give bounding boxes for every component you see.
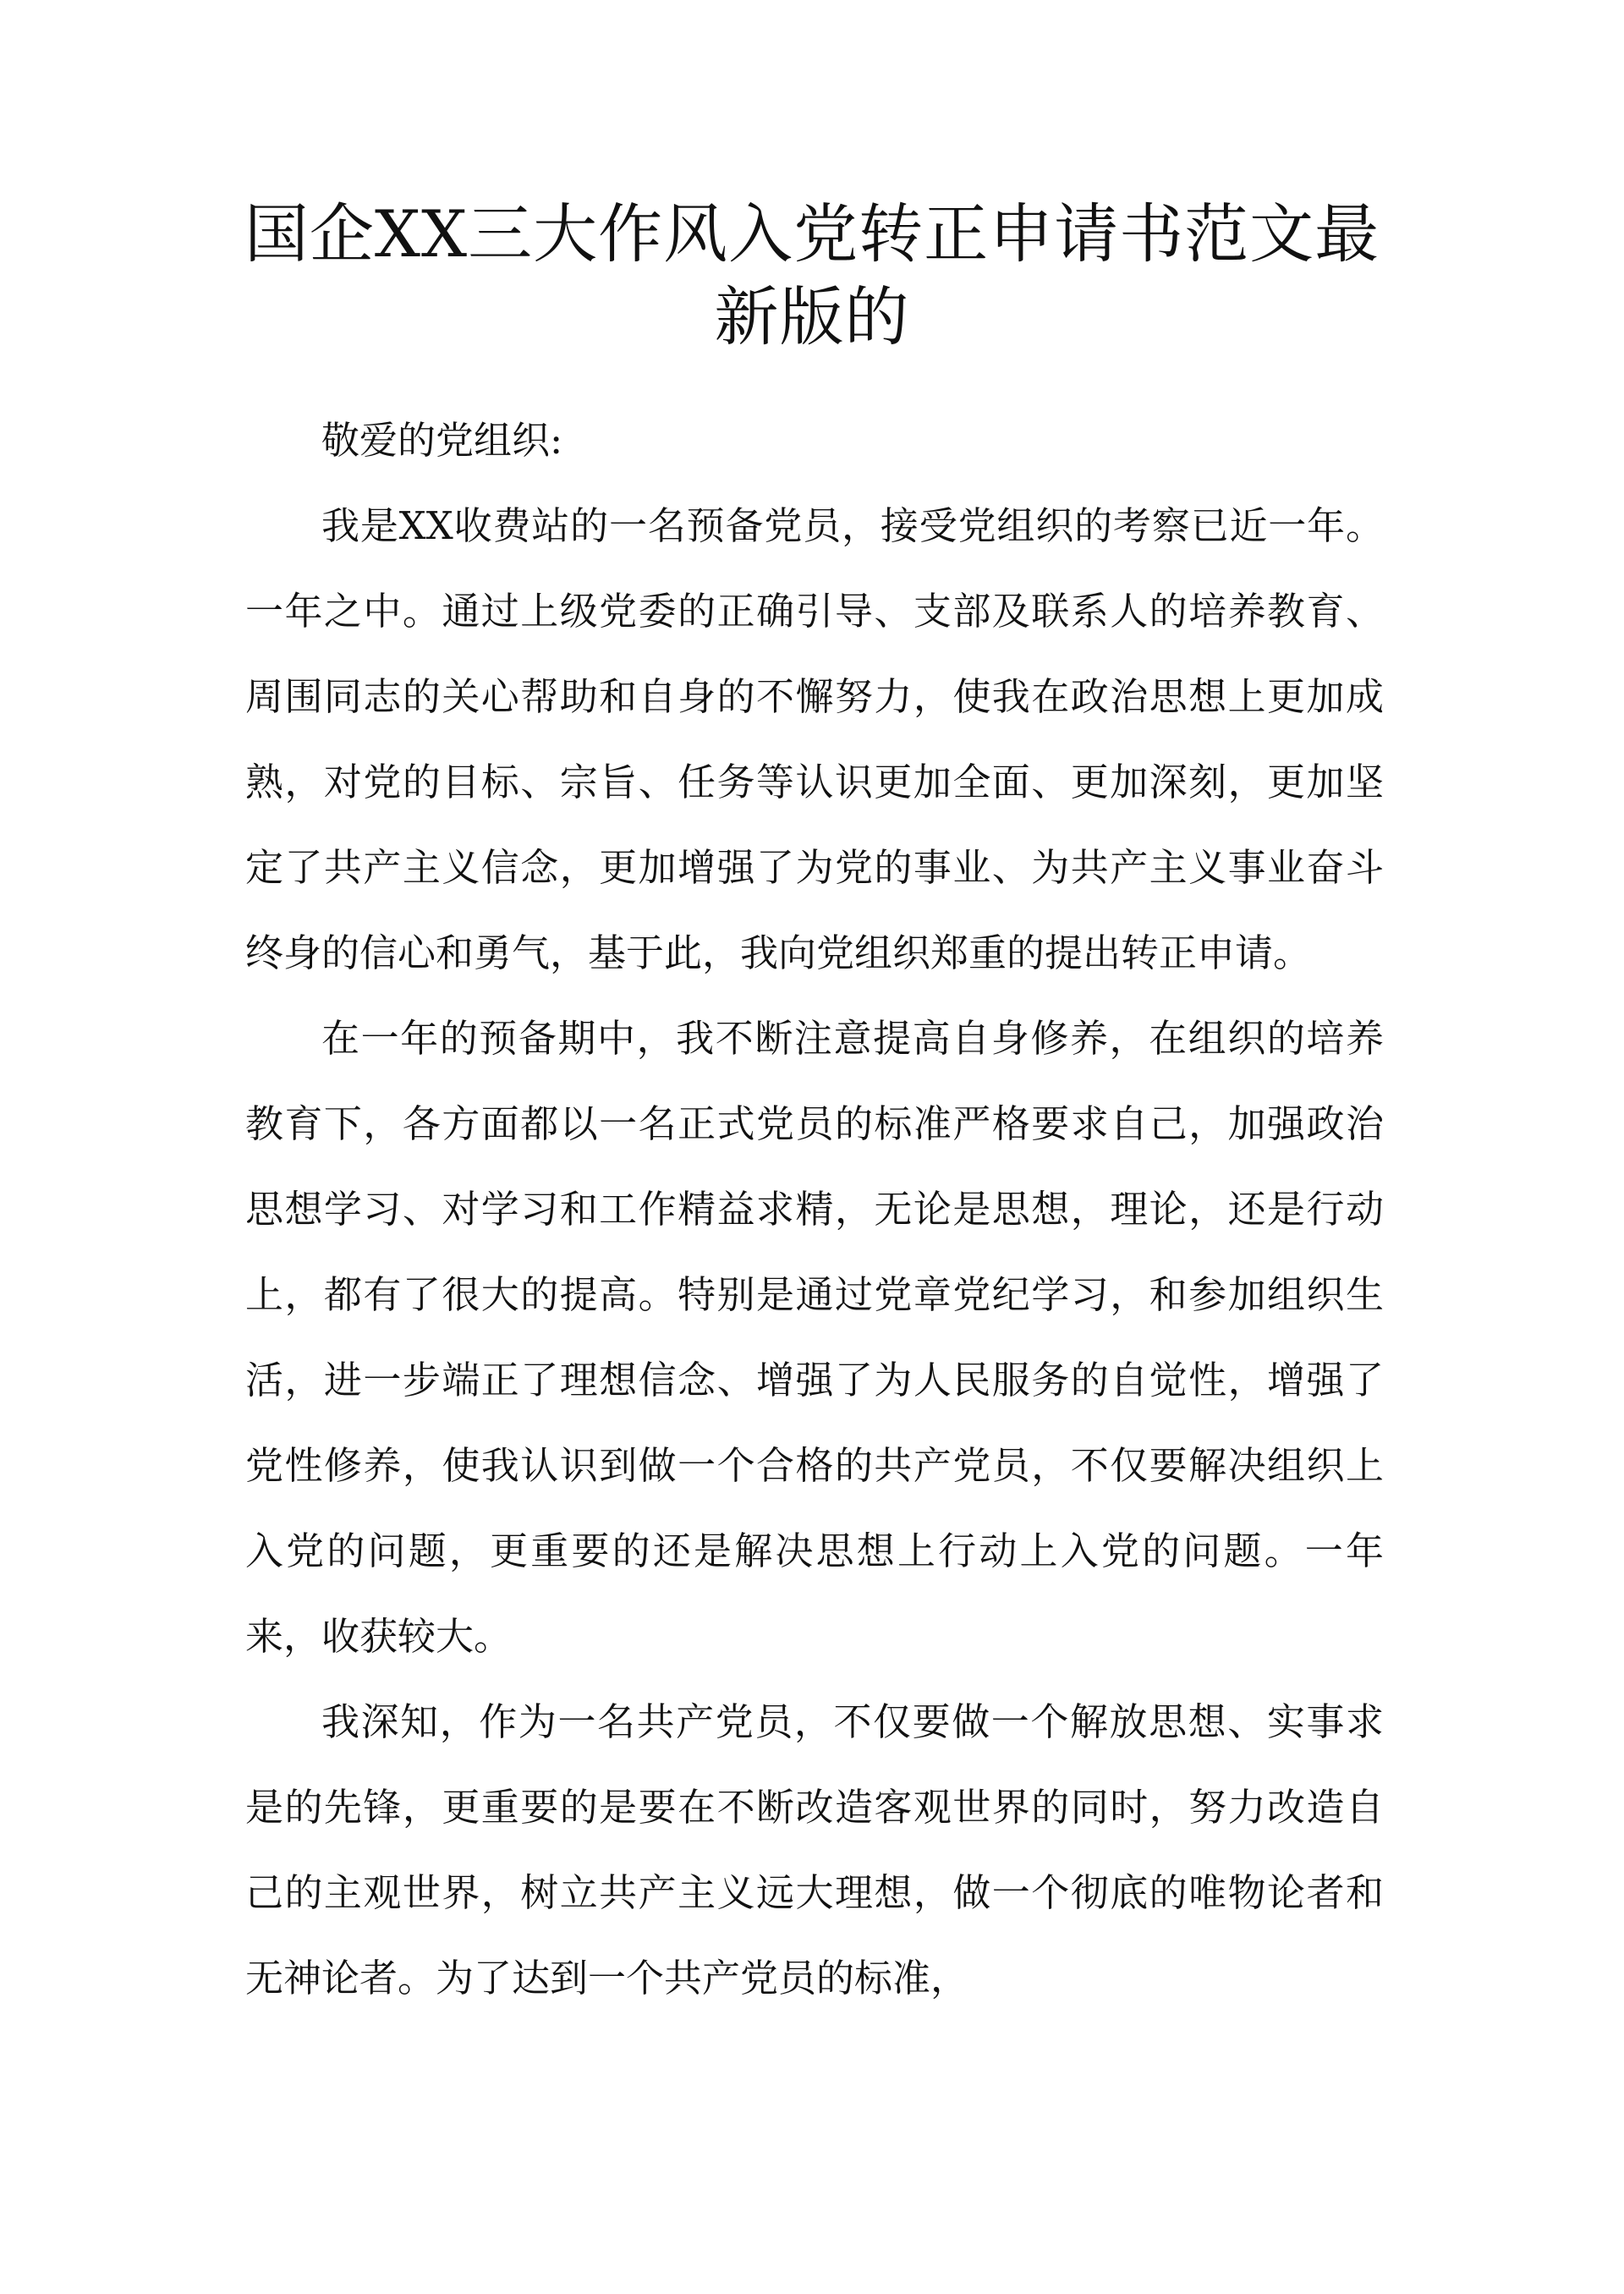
paragraph-2: 在一年的预备期中，我不断注意提高自身修养，在组织的培养教育下，各方面都以一名正式党员的标准严格要求自己，加强政治思想学习、对学习和工作精益求精，无论是思想，理论，还是行动上，都有了很大的提高。特别是通过党章党纪学习，和参加组织生活，进一步端正了理想信念、增强了为人民服务的自觉性，增强了党性修养，使我认识到做一个合格的共产党员，不仅要解决组织上入党的问题，更重要的还是解决思想上行动上入党的问题。一年来，收获较大。	[245, 1016, 1384, 1659]
salutation: 敬爱的党组织:	[321, 418, 563, 463]
document-body	[245, 398, 1384, 2021]
paragraph-3: 我深知，作为一名共产党员，不仅要做一个解放思想、实事求是的先锋，更重要的是要在不断改造客观世界的同时，努力改造自己的主观世界，树立共产主义远大理想，做一个彻底的唯物论者和无神论者。为了达到一个共产党员的标准，	[245, 1699, 1384, 2000]
paragraph-1: 我是XX收费站的一名预备党员，接受党组织的考察已近一年。一年之中。通过上级党委的正确引导、支部及联系人的培养教育、周围同志的关心帮助和自身的不懈努力，使我在政治思想上更加成熟，对党的目标、宗旨、任务等认识更加全面、更加深刻，更加坚定了共产主义信念，更加增强了为党的事业、为共产主义事业奋斗终身的信心和勇气，基于此，我向党组织郑重的提出转正申请。	[245, 503, 1384, 975]
document-title: 国企XX三大作风入党转正申请书范文最新版的	[244, 196, 1380, 354]
